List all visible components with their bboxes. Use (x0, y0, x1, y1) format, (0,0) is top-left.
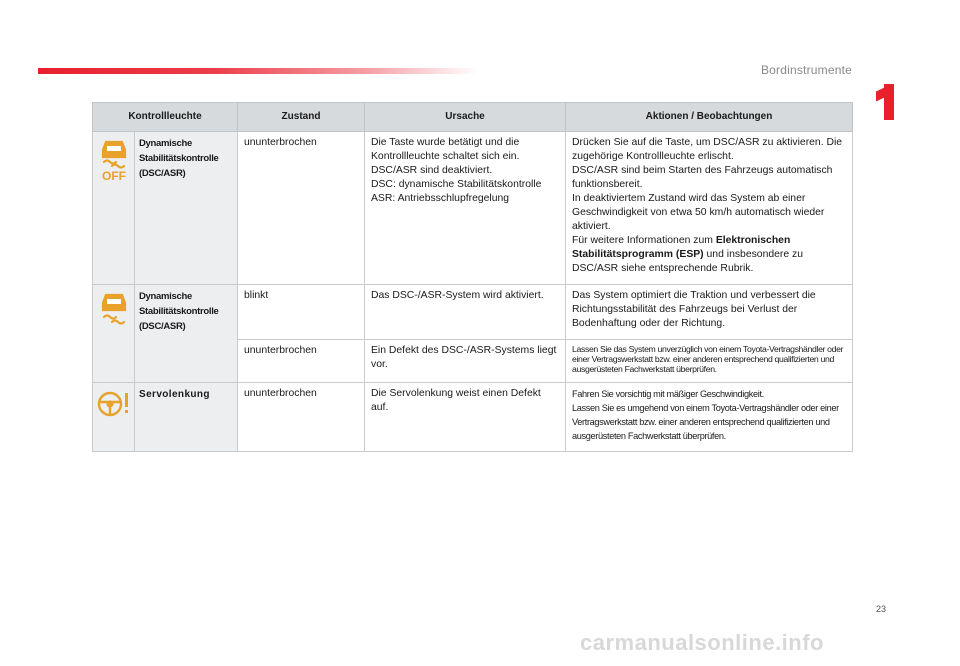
column-header-zustand: Zustand (238, 103, 365, 132)
esp-reference: Elektronischen Stabilitätsprogramm (ESP) (572, 235, 791, 260)
table-row (93, 132, 853, 285)
action-cell: Das System optimiert die Traktion und verbessert die Richtungsstabilität des Fahrzeugs bei Verlust der Bodenhaftung oder der Richtung. (566, 285, 853, 340)
dsc-asr-icon (99, 317, 129, 328)
cause-cell: Das DSC-/ASR-System wird aktiviert. (365, 285, 566, 340)
warning-light-name: Servolenkung (135, 383, 238, 452)
state-cell: ununterbrochen (238, 340, 365, 383)
svg-text:OFF: OFF (101, 169, 126, 182)
cause-cell: Ein Defekt des DSC-/ASR-Systems liegt vor. (365, 340, 566, 383)
warning-lights-table (92, 102, 853, 452)
column-header-aktionen: Aktionen / Beobachtungen (566, 103, 853, 132)
cause-cell: Die Taste wurde betätigt und die Kontrollleuchte schaltet sich ein. DSC/ASR sind deaktiviert. DSC: dynamische Stabilitätskontrolle ASR: Antriebsschlupfregelung (365, 132, 566, 285)
state-cell: ununterbrochen (238, 383, 365, 452)
state-cell: blinkt (238, 285, 365, 340)
column-header-kontrollleuchte: Kontrollleuchte (93, 103, 238, 132)
table-row (93, 383, 853, 452)
warning-light-name: Dynamische Stabilitätskontrolle (DSC/ASR) (135, 132, 238, 285)
cause-cell: Die Servolenkung weist einen Defekt auf. (365, 383, 566, 452)
action-cell: Lassen Sie das System unverzüglich von einem Toyota-Vertragshändler oder einer Vertragswerkstatt bzw. einer anderen entsprechend qualifizierten und ausgerüsteten Fachwerkstatt überprüfen. (566, 340, 853, 383)
chapter-number-badge (874, 84, 894, 120)
chapter-title: Bordinstrumente (760, 63, 852, 77)
watermark: carmanualsonline.info (580, 630, 824, 655)
action-cell: Fahren Sie vorsichtig mit mäßiger Geschwindigkeit. Lassen Sie es umgehend von einem Toyota-Vertragshändler oder einer Vertragswerkstatt bzw. einer anderen entsprechend qualifizierten und ausgerüsteten Fachwerkstatt überprüfen. (566, 383, 853, 452)
header-accent-bar (38, 68, 478, 74)
page-number: 23 (875, 604, 886, 614)
state-cell: ununterbrochen (238, 132, 365, 285)
action-cell: Drücken Sie auf die Taste, um DSC/ASR zu aktivieren. Die zugehörige Kontrollleuchte erlischt. DSC/ASR sind beim Starten des Fahrzeugs automatisch funktionsbereit. In deaktiviertem Zustand wird das System ab einer Geschwindigkeit von etwa 50 km/h automatisch wieder aktiviert. Für weitere Informationen zum Elektronischen Stabilitätsprogramm (ESP) und insbesondere zu DSC/ASR siehe entsprechende Rubrik. (566, 132, 853, 285)
table-row (93, 285, 853, 340)
warning-light-name: Dynamische Stabilitätskontrolle (DSC/ASR) (135, 285, 238, 383)
table-header-row (93, 103, 853, 132)
dsc-asr-off-icon (99, 169, 129, 185)
column-header-ursache: Ursache (365, 103, 566, 132)
steering-warning-icon (97, 411, 131, 422)
